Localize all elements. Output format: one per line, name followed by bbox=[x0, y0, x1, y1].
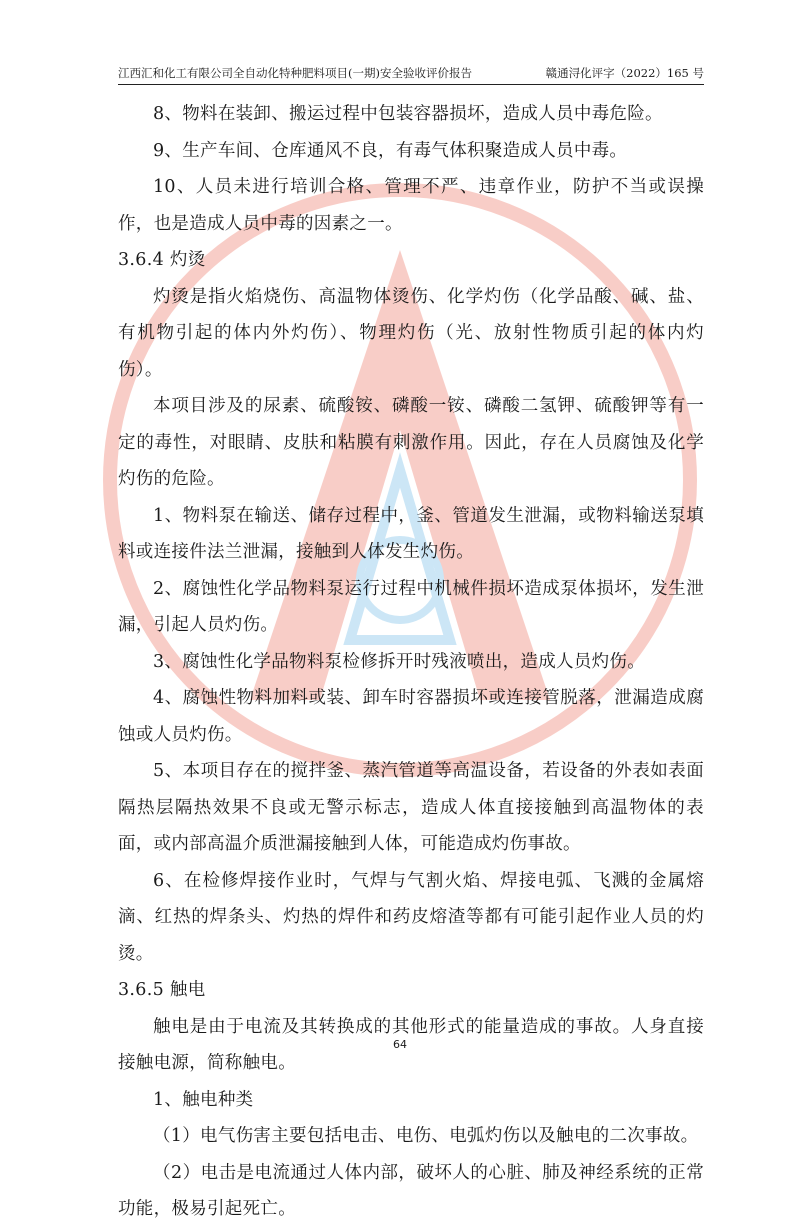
paragraph: 3、腐蚀性化学品物料泵检修拆开时残液喷出，造成人员灼伤。 bbox=[153, 651, 646, 672]
paragraph: 4、腐蚀性物料加料或装、卸车时容器损坏或连接管脱落，泄漏造成腐蚀或人员灼伤。 bbox=[118, 688, 704, 745]
paragraph: 1、触电种类 bbox=[153, 1089, 254, 1110]
paragraph: 8、物料在装卸、搬运过程中包装容器损坏，造成人员中毒危险。 bbox=[153, 104, 663, 124]
header-report-number: 赣通浔化评字（2022）165 号 bbox=[545, 66, 704, 80]
paragraph: （1）电气伤害主要包括电击、电伤、电弧灼伤以及触电的二次事故。 bbox=[153, 1126, 699, 1146]
header-report-title: 江西汇和化工有限公司全自动化特种肥料项目(一期)安全验收评价报告 bbox=[118, 66, 472, 80]
paragraph: 5、本项目存在的搅拌釜、蒸汽管道等高温设备，若设备的外表如表面隔热层隔热效果不良或无警示标志，造成人体直接接触到高温物体的表面，或内部高温介质泄漏接触到人体，可能造成灼伤事故。 bbox=[118, 761, 704, 854]
body-text bbox=[118, 96, 704, 1228]
paragraph: 6、在检修焊接作业时，气焊与气割火焰、焊接电弧、飞溅的金属熔滴、红热的焊条头、灼热的焊件和药皮熔渣等都有可能引起作业人员的灼烫。 bbox=[118, 870, 704, 964]
paragraph: 9、生产车间、仓库通风不良，有毒气体积聚造成人员中毒。 bbox=[153, 140, 628, 161]
paragraph: （2）电击是电流通过人体内部，破坏人的心脏、肺及神经系统的正常功能，极易引起死亡。 bbox=[118, 1162, 704, 1219]
paragraph: 10、人员未进行培训合格、管理不严、违章作业，防护不当或误操作，也是造成人员中毒的因素之一。 bbox=[118, 177, 704, 234]
paragraph: 触电是由于电流及其转换成的其他形式的能量造成的事故。人身直接接触电源，简称触电。 bbox=[118, 1016, 704, 1073]
section-heading-burns: 3.6.4 灼烫 bbox=[118, 250, 206, 270]
paragraph: 本项目涉及的尿素、硫酸铵、磷酸一铵、磷酸二氢钾、硫酸钾等有一定的毒性，对眼睛、皮肤和粘膜有刺激作用。因此，存在人员腐蚀及化学灼伤的危险。 bbox=[118, 396, 704, 489]
page-header bbox=[118, 62, 704, 85]
paragraph: 2、腐蚀性化学品物料泵运行过程中机械件损坏造成泵体损坏，发生泄漏，引起人员灼伤。 bbox=[118, 578, 704, 635]
page-number: 64 bbox=[393, 1038, 407, 1051]
section-heading-electric-shock: 3.6.5 触电 bbox=[118, 980, 206, 1000]
paragraph: 灼烫是指火焰烧伤、高温物体烫伤、化学灼伤（化学品酸、碱、盐、有机物引起的体内外灼伤）、物理灼伤（光、放射性物质引起的体内灼伤）。 bbox=[118, 286, 704, 380]
paragraph: 1、物料泵在输送、储存过程中，釜、管道发生泄漏，或物料输送泵填料或连接件法兰泄漏，接触到人体发生灼伤。 bbox=[118, 505, 704, 562]
